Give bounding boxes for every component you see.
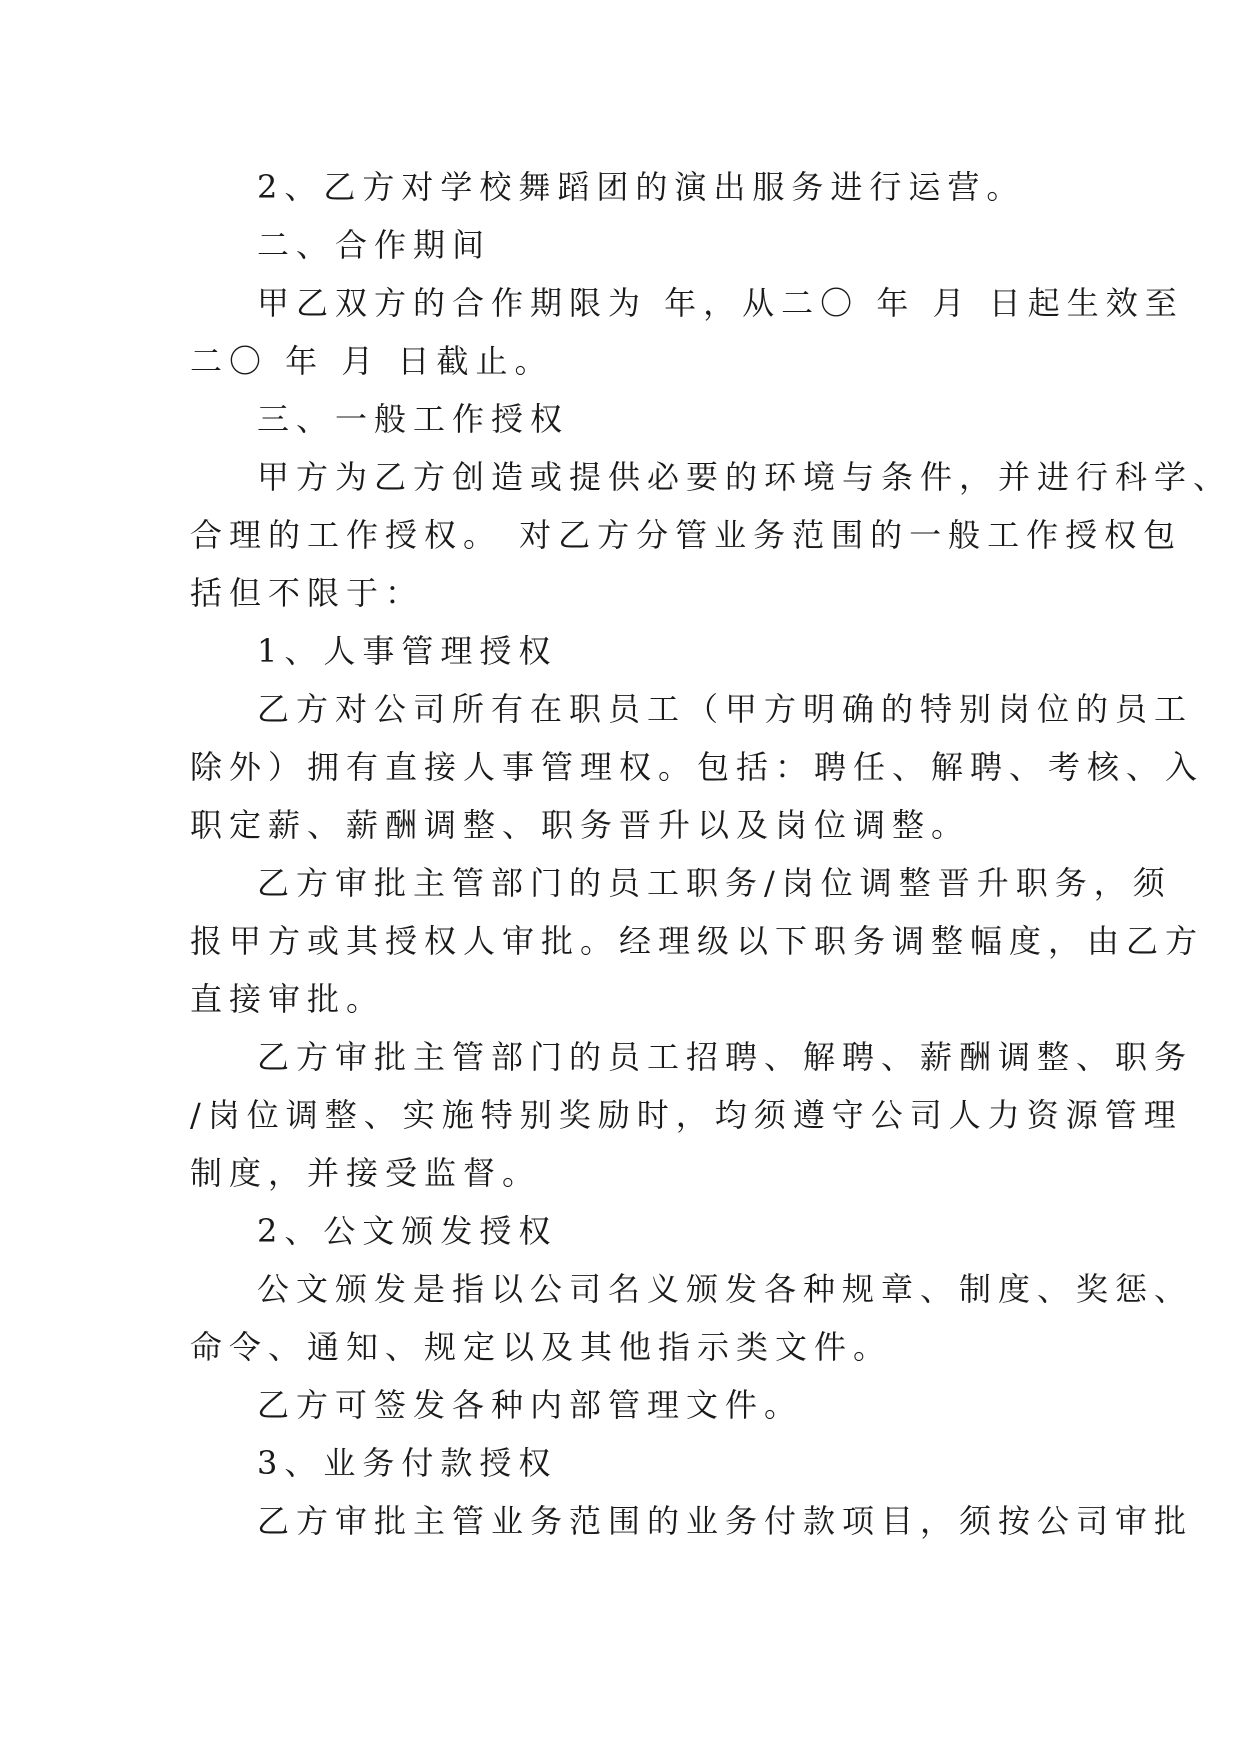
subsection-heading: 2、公文颁发授权 [257,1212,558,1250]
text-line: 除外）拥有直接人事管理权。包括：聘任、解聘、考核、入 [190,748,1205,786]
text-line: 乙方审批主管业务范围的业务付款项目，须按公司审批 [257,1502,1194,1540]
text-line: 乙方可签发各种内部管理文件。 [257,1386,804,1424]
subsection-heading: 1、人事管理授权 [257,632,558,670]
section-heading: 二、合作期间 [257,226,492,264]
text-line: 二〇 年 月 日截止。 [190,342,554,380]
text-line: 报甲方或其授权人审批。经理级以下职务调整幅度，由乙方 [190,922,1205,960]
section-heading: 三、一般工作授权 [257,400,570,438]
text-line: 乙方审批主管部门的员工职务/岗位调整晋升职务，须 [257,864,1172,902]
text-line: 职定薪、薪酬调整、职务晋升以及岗位调整。 [190,806,971,844]
text-line: 制度，并接受监督。 [190,1154,542,1192]
text-line: 乙方对公司所有在职员工（甲方明确的特别岗位的员工 [257,690,1194,728]
text-line: 公文颁发是指以公司名义颁发各种规章、制度、奖惩、 [257,1270,1194,1308]
text-line: 2、乙方对学校舞蹈团的演出服务进行运营。 [257,168,1026,206]
subsection-heading: 3、业务付款授权 [257,1444,558,1482]
text-line: 括但不限于： [190,574,425,612]
text-line: 直接审批。 [190,980,386,1018]
text-line: 命令、通知、规定以及其他指示类文件。 [190,1328,893,1366]
text-line: 合理的工作授权。 对乙方分管业务范围的一般工作授权包 [190,516,1183,554]
text-line: 甲方为乙方创造或提供必要的环境与条件，并进行科学、 [257,458,1233,496]
text-line: /岗位调整、实施特别奖励时，均须遵守公司人力资源管理 [190,1096,1183,1134]
text-line: 甲乙双方的合作期限为 年，从二〇 年 月 日起生效至 [257,284,1184,322]
text-line: 乙方审批主管部门的员工招聘、解聘、薪酬调整、职务 [257,1038,1194,1076]
